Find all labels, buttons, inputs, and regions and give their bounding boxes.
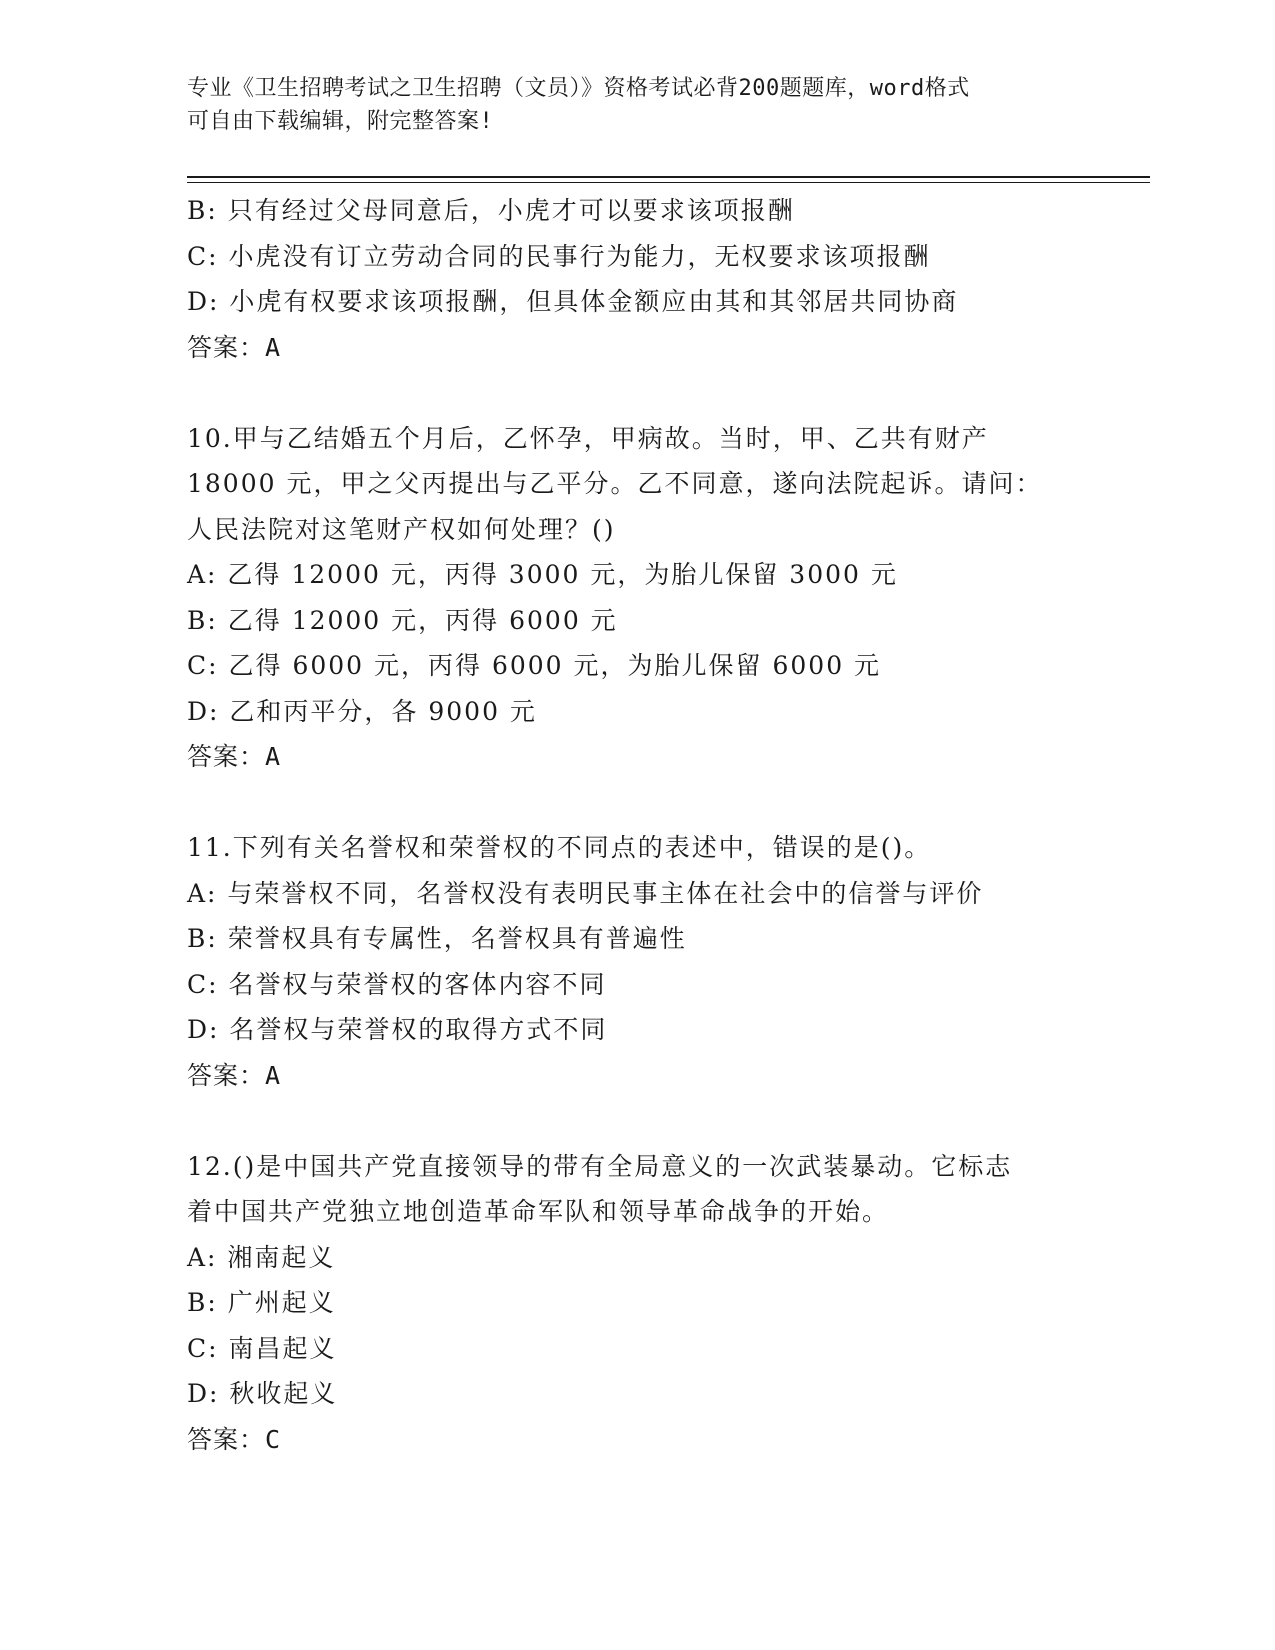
option-d: D: 秋收起义 [187,1379,338,1408]
answer-line [187,325,1087,371]
answer-line [187,734,1087,780]
spacer [187,780,1087,826]
page-header [187,72,1067,138]
question-12 [187,1144,1087,1463]
question-11 [187,825,1087,1098]
option-d: D: 名誉权与荣誉权的取得方式不同 [187,1015,608,1044]
option-a: A: 湘南起义 [187,1242,336,1272]
document-body [187,188,1087,1462]
header-title-line-2: 可自由下载编辑，附完整答案! [187,109,494,134]
option-a: A: 与荣誉权不同，名誉权没有表明民事主体在社会中的信誉与评价 [187,878,984,908]
answer-label: 答案： [187,1424,266,1454]
spacer [187,1098,1087,1144]
question-stem-line: 着中国共产党独立地创造革命军队和领导革命战争的开始。 [187,1197,890,1226]
answer-line [187,1417,1087,1463]
option-c: C: 乙得 6000 元，丙得 6000 元，为胎儿保留 6000 元 [187,651,882,680]
answer-label: 答案： [187,332,266,362]
option-d: D: 小虎有权要求该项报酬，但具体金额应由其和其邻居共同协商 [187,287,959,316]
question-stem-line: 10.甲与乙结婚五个月后，乙怀孕，甲病故。当时，甲、乙共有财产 [187,423,989,453]
answer-line [187,1053,1087,1099]
question-stem-line: 12.()是中国共产党直接领导的带有全局意义的一次武装暴动。它标志 [187,1151,1013,1181]
option-b: B: 乙得 12000 元，丙得 6000 元 [187,605,618,635]
option-b: B: 广州起义 [187,1288,336,1317]
question-stem-line: 11.下列有关名誉权和荣誉权的不同点的表述中，错误的是()。 [187,833,932,862]
answer-label: 答案： [187,742,266,771]
spacer [187,370,1087,416]
header-divider-thick [187,176,1150,178]
header-divider-thin [187,182,1150,183]
option-b: B: 荣誉权具有专属性，名誉权具有普遍性 [187,924,687,953]
answer-value: C [265,1424,282,1454]
header-title-line-1: 专业《卫生招聘考试之卫生招聘（文员）》资格考试必背200题题库，word格式 [187,76,970,101]
option-c: C: 南昌起义 [187,1333,337,1363]
answer-value: A [265,1060,282,1090]
option-c: C: 名誉权与荣誉权的客体内容不同 [187,969,607,999]
answer-value: A [265,742,282,771]
option-c: C: 小虎没有订立劳动合同的民事行为能力，无权要求该项报酬 [187,241,931,271]
answer-value: A [265,332,282,362]
option-a: A: 乙得 12000 元，丙得 3000 元，为胎儿保留 3000 元 [187,560,898,589]
question-stem-line: 18000 元，甲之父丙提出与乙平分。乙不同意，遂向法院起诉。请问： [187,469,1043,498]
answer-label: 答案： [187,1060,266,1090]
option-b: B: 只有经过父母同意后，小虎才可以要求该项报酬 [187,196,795,225]
option-d: D: 乙和丙平分，各 9000 元 [187,696,537,726]
question-10 [187,416,1087,780]
question-9-tail [187,188,1087,370]
question-stem-line: 人民法院对这笔财产权如何处理？() [187,514,616,544]
